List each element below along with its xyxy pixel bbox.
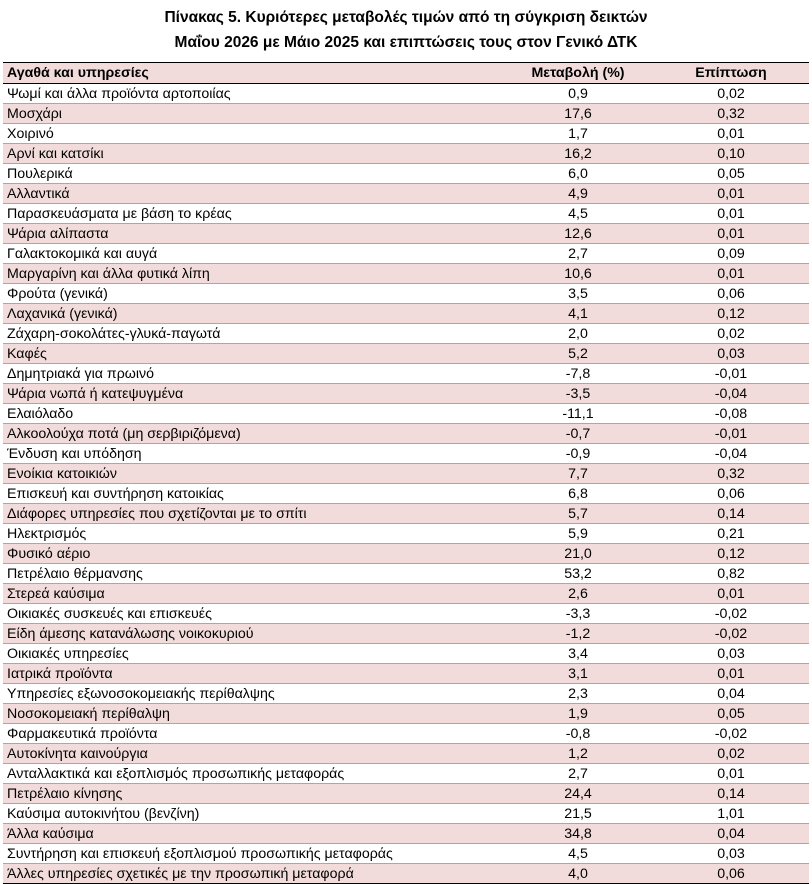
cell-change-percent: 4,5 xyxy=(503,204,653,224)
cell-goods-services: Μοσχάρι xyxy=(3,104,503,124)
table-row xyxy=(3,424,809,444)
cell-goods-services: Είδη άμεσης κατανάλωσης νοικοκυριού xyxy=(3,624,503,644)
cell-goods-services: Ψάρια νωπά ή κατεψυγμένα xyxy=(3,384,503,404)
cell-impact: 0,12 xyxy=(653,304,809,324)
cell-impact: 0,01 xyxy=(653,204,809,224)
cell-change-percent: 16,2 xyxy=(503,144,653,164)
column-header-goods-services: Αγαθά και υπηρεσίες xyxy=(3,63,503,84)
cell-impact: 0,05 xyxy=(653,704,809,724)
cell-goods-services: Χοιρινό xyxy=(3,124,503,144)
cell-goods-services: Φυσικό αέριο xyxy=(3,544,503,564)
cell-goods-services: Μαργαρίνη και άλλα φυτικά λίπη xyxy=(3,264,503,284)
cell-change-percent: 7,7 xyxy=(503,464,653,484)
table-row xyxy=(3,484,809,504)
cell-impact: 0,01 xyxy=(653,264,809,284)
cell-change-percent: 2,3 xyxy=(503,684,653,704)
cell-impact: -0,04 xyxy=(653,384,809,404)
cell-goods-services: Καφές xyxy=(3,344,503,364)
cell-goods-services: Οικιακές συσκευές και επισκευές xyxy=(3,604,503,624)
cell-impact: 0,03 xyxy=(653,644,809,664)
cell-goods-services: Αυτοκίνητα καινούργια xyxy=(3,744,503,764)
cell-change-percent: 5,2 xyxy=(503,344,653,364)
cell-goods-services: Πετρέλαιο κίνησης xyxy=(3,784,503,804)
cell-goods-services: Γαλακτοκομικά και αυγά xyxy=(3,244,503,264)
cell-change-percent: 17,6 xyxy=(503,104,653,124)
table-row xyxy=(3,684,809,704)
cell-change-percent: -0,7 xyxy=(503,424,653,444)
cell-goods-services: Νοσοκομειακή περίθαλψη xyxy=(3,704,503,724)
table-row xyxy=(3,144,809,164)
cell-change-percent: 1,7 xyxy=(503,124,653,144)
cell-change-percent: 3,4 xyxy=(503,644,653,664)
cell-change-percent: 3,1 xyxy=(503,664,653,684)
cell-impact: 0,14 xyxy=(653,504,809,524)
cell-goods-services: Διάφορες υπηρεσίες που σχετίζονται με το σπίτι xyxy=(3,504,503,524)
cell-goods-services: Άλλες υπηρεσίες σχετικές με την προσωπική μεταφορά xyxy=(3,864,503,884)
table-row xyxy=(3,864,809,884)
cell-goods-services: Πουλερικά xyxy=(3,164,503,184)
cell-impact: 0,09 xyxy=(653,244,809,264)
cell-impact: -0,02 xyxy=(653,724,809,744)
cell-impact: 0,21 xyxy=(653,524,809,544)
cell-impact: -0,01 xyxy=(653,364,809,384)
table-row xyxy=(3,604,809,624)
cell-goods-services: Αλλαντικά xyxy=(3,184,503,204)
cell-goods-services: Αρνί και κατσίκι xyxy=(3,144,503,164)
table-row xyxy=(3,784,809,804)
cell-goods-services: Επισκευή και συντήρηση κατοικίας xyxy=(3,484,503,504)
table-row xyxy=(3,364,809,384)
table-row xyxy=(3,104,809,124)
cell-impact: 0,01 xyxy=(653,664,809,684)
cell-change-percent: 6,0 xyxy=(503,164,653,184)
table-title-line-1: Πίνακας 5. Κυριότερες μεταβολές τιμών από τη σύγκριση δεικτών xyxy=(164,9,648,26)
table-row xyxy=(3,244,809,264)
cell-change-percent: 21,5 xyxy=(503,804,653,824)
cell-goods-services: Ψωμί και άλλα προϊόντα αρτοποιίας xyxy=(3,84,503,104)
table-row xyxy=(3,724,809,744)
table-row xyxy=(3,284,809,304)
column-header-change: Μεταβολή (%) xyxy=(503,63,653,84)
cell-impact: 0,06 xyxy=(653,864,809,884)
cell-goods-services: Λαχανικά (γενικά) xyxy=(3,304,503,324)
cell-goods-services: Φρούτα (γενικά) xyxy=(3,284,503,304)
cell-impact: 0,04 xyxy=(653,824,809,844)
cell-impact: 0,03 xyxy=(653,844,809,864)
cell-goods-services: Πετρέλαιο θέρμανσης xyxy=(3,564,503,584)
cell-change-percent: -0,9 xyxy=(503,444,653,464)
cell-impact: 0,06 xyxy=(653,484,809,504)
cell-impact: 0,14 xyxy=(653,784,809,804)
cell-change-percent: 2,7 xyxy=(503,764,653,784)
cell-change-percent: 2,0 xyxy=(503,324,653,344)
table-row xyxy=(3,124,809,144)
table-row xyxy=(3,264,809,284)
cell-impact: 0,02 xyxy=(653,744,809,764)
cell-change-percent: 4,0 xyxy=(503,864,653,884)
cell-impact: 0,10 xyxy=(653,144,809,164)
cell-change-percent: -3,5 xyxy=(503,384,653,404)
cell-change-percent: -0,8 xyxy=(503,724,653,744)
table-row xyxy=(3,504,809,524)
table-row xyxy=(3,764,809,784)
cell-goods-services: Στερεά καύσιμα xyxy=(3,584,503,604)
cell-change-percent: 5,7 xyxy=(503,504,653,524)
price-changes-table xyxy=(3,62,809,884)
cell-change-percent: -11,1 xyxy=(503,404,653,424)
table-row xyxy=(3,224,809,244)
cell-change-percent: 4,1 xyxy=(503,304,653,324)
table-row xyxy=(3,384,809,404)
cell-goods-services: Καύσιμα αυτοκινήτου (βενζίνη) xyxy=(3,804,503,824)
table-row xyxy=(3,324,809,344)
cell-impact: 0,03 xyxy=(653,344,809,364)
table-row xyxy=(3,624,809,644)
table-row xyxy=(3,584,809,604)
cell-impact: 0,82 xyxy=(653,564,809,584)
cell-change-percent: 10,6 xyxy=(503,264,653,284)
table-header-row xyxy=(3,63,809,84)
table-row xyxy=(3,664,809,684)
cell-impact: 0,32 xyxy=(653,464,809,484)
cell-impact: 0,06 xyxy=(653,284,809,304)
table-row xyxy=(3,164,809,184)
cell-change-percent: -7,8 xyxy=(503,364,653,384)
table-row xyxy=(3,344,809,364)
table-body xyxy=(3,84,809,884)
cell-impact: 0,01 xyxy=(653,124,809,144)
cell-impact: 0,01 xyxy=(653,764,809,784)
cell-impact: -0,04 xyxy=(653,444,809,464)
cell-goods-services: Αλκοολούχα ποτά (μη σερβιριζόμενα) xyxy=(3,424,503,444)
table-title-line-2: Μαΐου 2026 με Μάιο 2025 και επιπτώσεις τους στον Γενικό ΔΤΚ xyxy=(174,34,638,51)
cell-change-percent: -3,3 xyxy=(503,604,653,624)
cell-goods-services: Ιατρικά προϊόντα xyxy=(3,664,503,684)
cell-change-percent: 6,8 xyxy=(503,484,653,504)
table-row xyxy=(3,824,809,844)
cell-impact: 0,01 xyxy=(653,224,809,244)
table-row xyxy=(3,304,809,324)
table-row xyxy=(3,444,809,464)
cell-impact: -0,08 xyxy=(653,404,809,424)
table-row xyxy=(3,844,809,864)
table-row xyxy=(3,644,809,664)
cell-change-percent: 2,6 xyxy=(503,584,653,604)
cell-goods-services: Ηλεκτρισμός xyxy=(3,524,503,544)
cell-goods-services: Ελαιόλαδο xyxy=(3,404,503,424)
cell-impact: 0,04 xyxy=(653,684,809,704)
cell-change-percent: 1,2 xyxy=(503,744,653,764)
column-header-impact: Επίπτωση xyxy=(653,63,809,84)
cell-goods-services: Δημητριακά για πρωινό xyxy=(3,364,503,384)
table-row xyxy=(3,744,809,764)
cell-goods-services: Οικιακές υπηρεσίες xyxy=(3,644,503,664)
cell-change-percent: 53,2 xyxy=(503,564,653,584)
table-row xyxy=(3,184,809,204)
table-row xyxy=(3,524,809,544)
cell-change-percent: 12,6 xyxy=(503,224,653,244)
cell-change-percent: 1,9 xyxy=(503,704,653,724)
cell-goods-services: Ανταλλακτικά και εξοπλισμός προσωπικής μεταφοράς xyxy=(3,764,503,784)
table-row xyxy=(3,204,809,224)
cell-goods-services: Συντήρηση και επισκευή εξοπλισμού προσωπικής μεταφοράς xyxy=(3,844,503,864)
cell-goods-services: Ενοίκια κατοικιών xyxy=(3,464,503,484)
table-row xyxy=(3,704,809,724)
cell-change-percent: 4,9 xyxy=(503,184,653,204)
cell-goods-services: Φαρμακευτικά προϊόντα xyxy=(3,724,503,744)
cell-goods-services: Υπηρεσίες εξωνοσοκομειακής περίθαλψης xyxy=(3,684,503,704)
cell-goods-services: Ζάχαρη-σοκολάτες-γλυκά-παγωτά xyxy=(3,324,503,344)
table-row xyxy=(3,404,809,424)
cell-goods-services: Άλλα καύσιμα xyxy=(3,824,503,844)
cell-change-percent: 4,5 xyxy=(503,844,653,864)
cell-impact: 0,12 xyxy=(653,544,809,564)
table-row xyxy=(3,464,809,484)
cell-change-percent: 2,7 xyxy=(503,244,653,264)
cell-change-percent: 5,9 xyxy=(503,524,653,544)
cell-impact: 1,01 xyxy=(653,804,809,824)
cell-goods-services: Παρασκευάσματα με βάση το κρέας xyxy=(3,204,503,224)
cell-goods-services: Ένδυση και υπόδηση xyxy=(3,444,503,464)
cell-impact: 0,05 xyxy=(653,164,809,184)
cell-change-percent: -1,2 xyxy=(503,624,653,644)
table-row xyxy=(3,544,809,564)
cell-change-percent: 3,5 xyxy=(503,284,653,304)
cell-goods-services: Ψάρια αλίπαστα xyxy=(3,224,503,244)
cell-change-percent: 34,8 xyxy=(503,824,653,844)
cell-impact: 0,01 xyxy=(653,584,809,604)
cell-impact: -0,02 xyxy=(653,624,809,644)
cell-impact: -0,01 xyxy=(653,424,809,444)
cell-impact: 0,32 xyxy=(653,104,809,124)
cell-impact: -0,02 xyxy=(653,604,809,624)
cell-change-percent: 21,0 xyxy=(503,544,653,564)
cell-change-percent: 24,4 xyxy=(503,784,653,804)
cell-impact: 0,02 xyxy=(653,84,809,104)
cell-impact: 0,02 xyxy=(653,324,809,344)
table-row xyxy=(3,84,809,104)
table-row xyxy=(3,804,809,824)
cell-impact: 0,01 xyxy=(653,184,809,204)
cell-change-percent: 0,9 xyxy=(503,84,653,104)
table-row xyxy=(3,564,809,584)
